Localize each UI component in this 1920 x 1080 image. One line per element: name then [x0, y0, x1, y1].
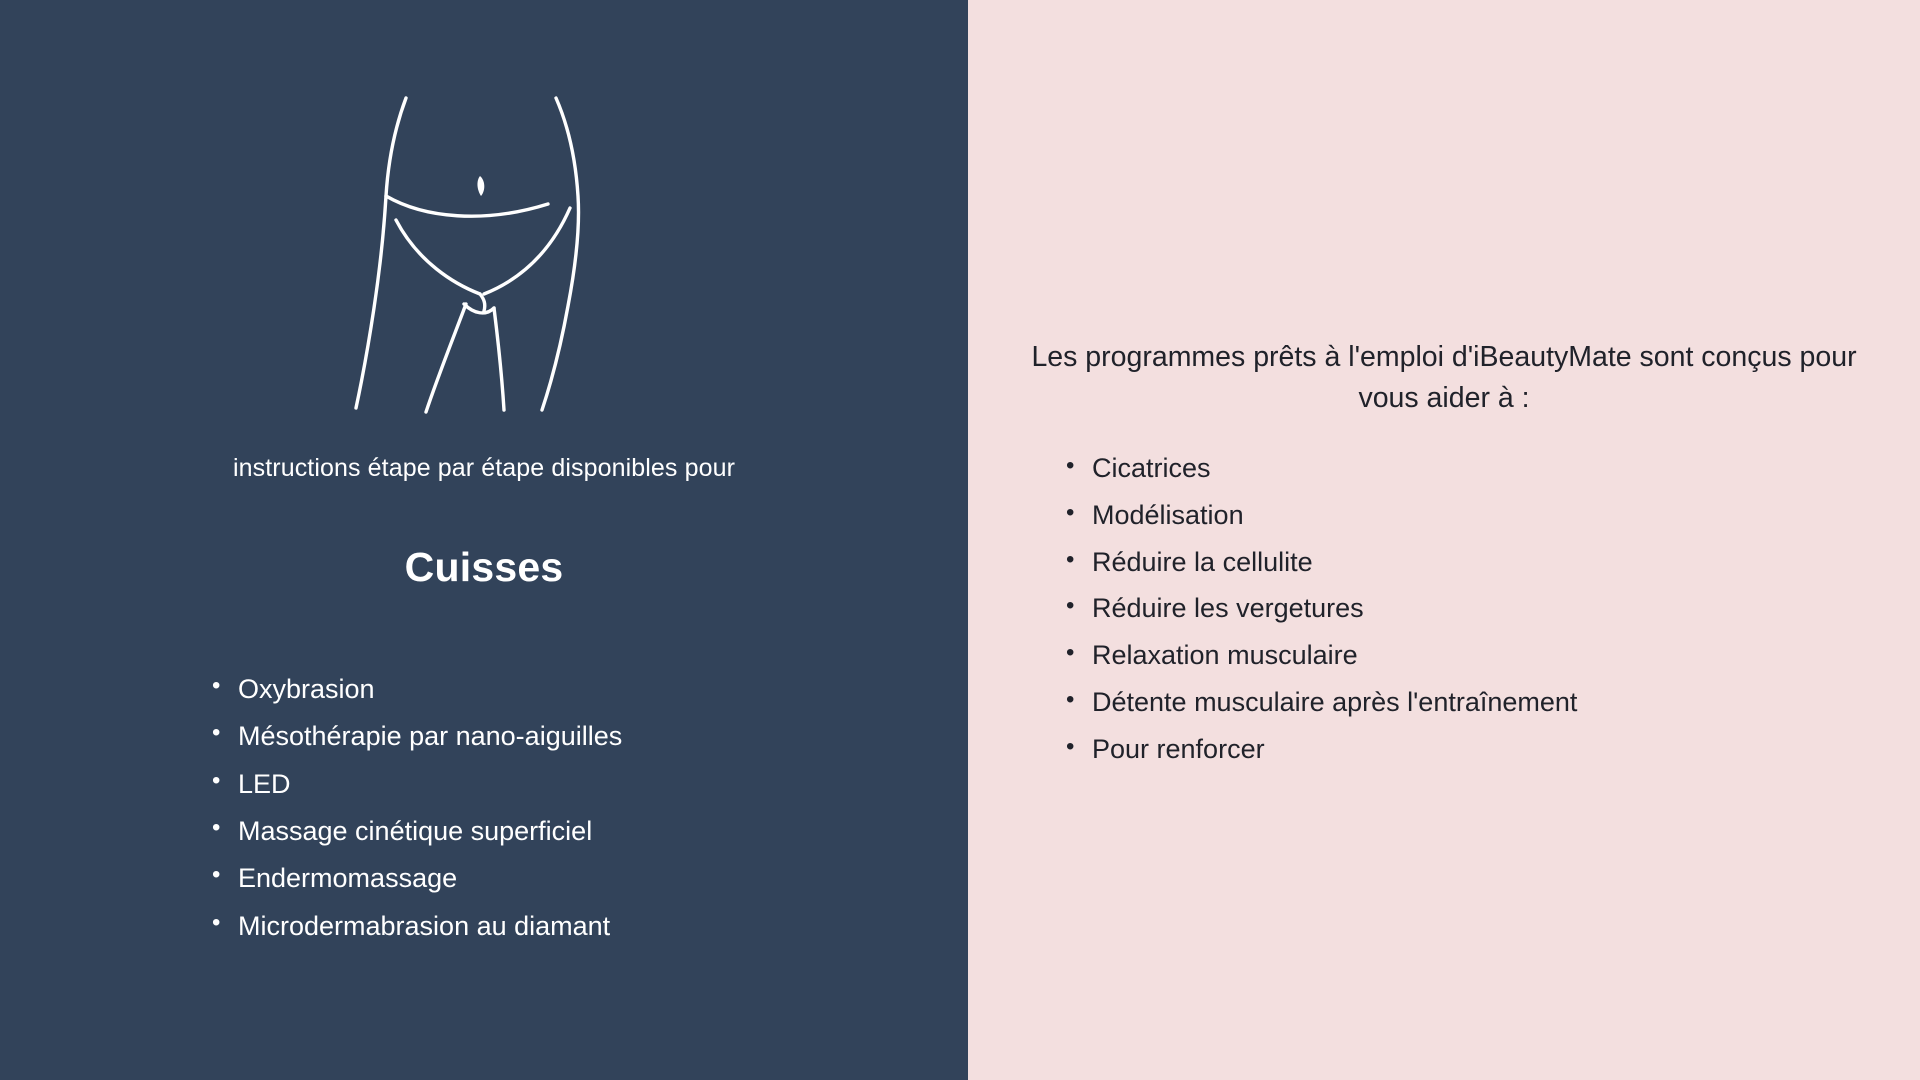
list-item: • LED: [212, 765, 968, 803]
list-item: • Cicatrices: [1066, 450, 1577, 488]
list-item: • Microdermabrasion au diamant: [212, 907, 968, 945]
list-item: • Réduire la cellulite: [1066, 544, 1577, 582]
list-item: • Relaxation musculaire: [1066, 637, 1577, 675]
benefits-heading: Les programmes prêts à l'emploi d'iBeautyMate sont conçus pour vous aider à :: [1031, 340, 1857, 414]
list-item: • Endermomassage: [212, 859, 968, 897]
left-subtitle: instructions étape par étape disponibles pour: [232, 454, 736, 482]
list-item: • Massage cinétique superficiel: [212, 812, 968, 850]
list-item: • Pour renforcer: [1066, 731, 1577, 769]
thighs-body-outline-illustration: [334, 68, 634, 428]
benefits-list: [1066, 450, 1577, 778]
list-item: • Modélisation: [1066, 497, 1577, 535]
list-item: • Détente musculaire après l'entraînement: [1066, 684, 1577, 722]
treatments-list: [0, 670, 968, 954]
list-item: • Réduire les vergetures: [1066, 590, 1577, 628]
right-panel: [968, 0, 1920, 1080]
list-item: • Mésothérapie par nano-aiguilles: [212, 717, 968, 755]
list-item: • Oxybrasion: [212, 670, 968, 708]
page-title: Cuisses: [404, 543, 564, 590]
